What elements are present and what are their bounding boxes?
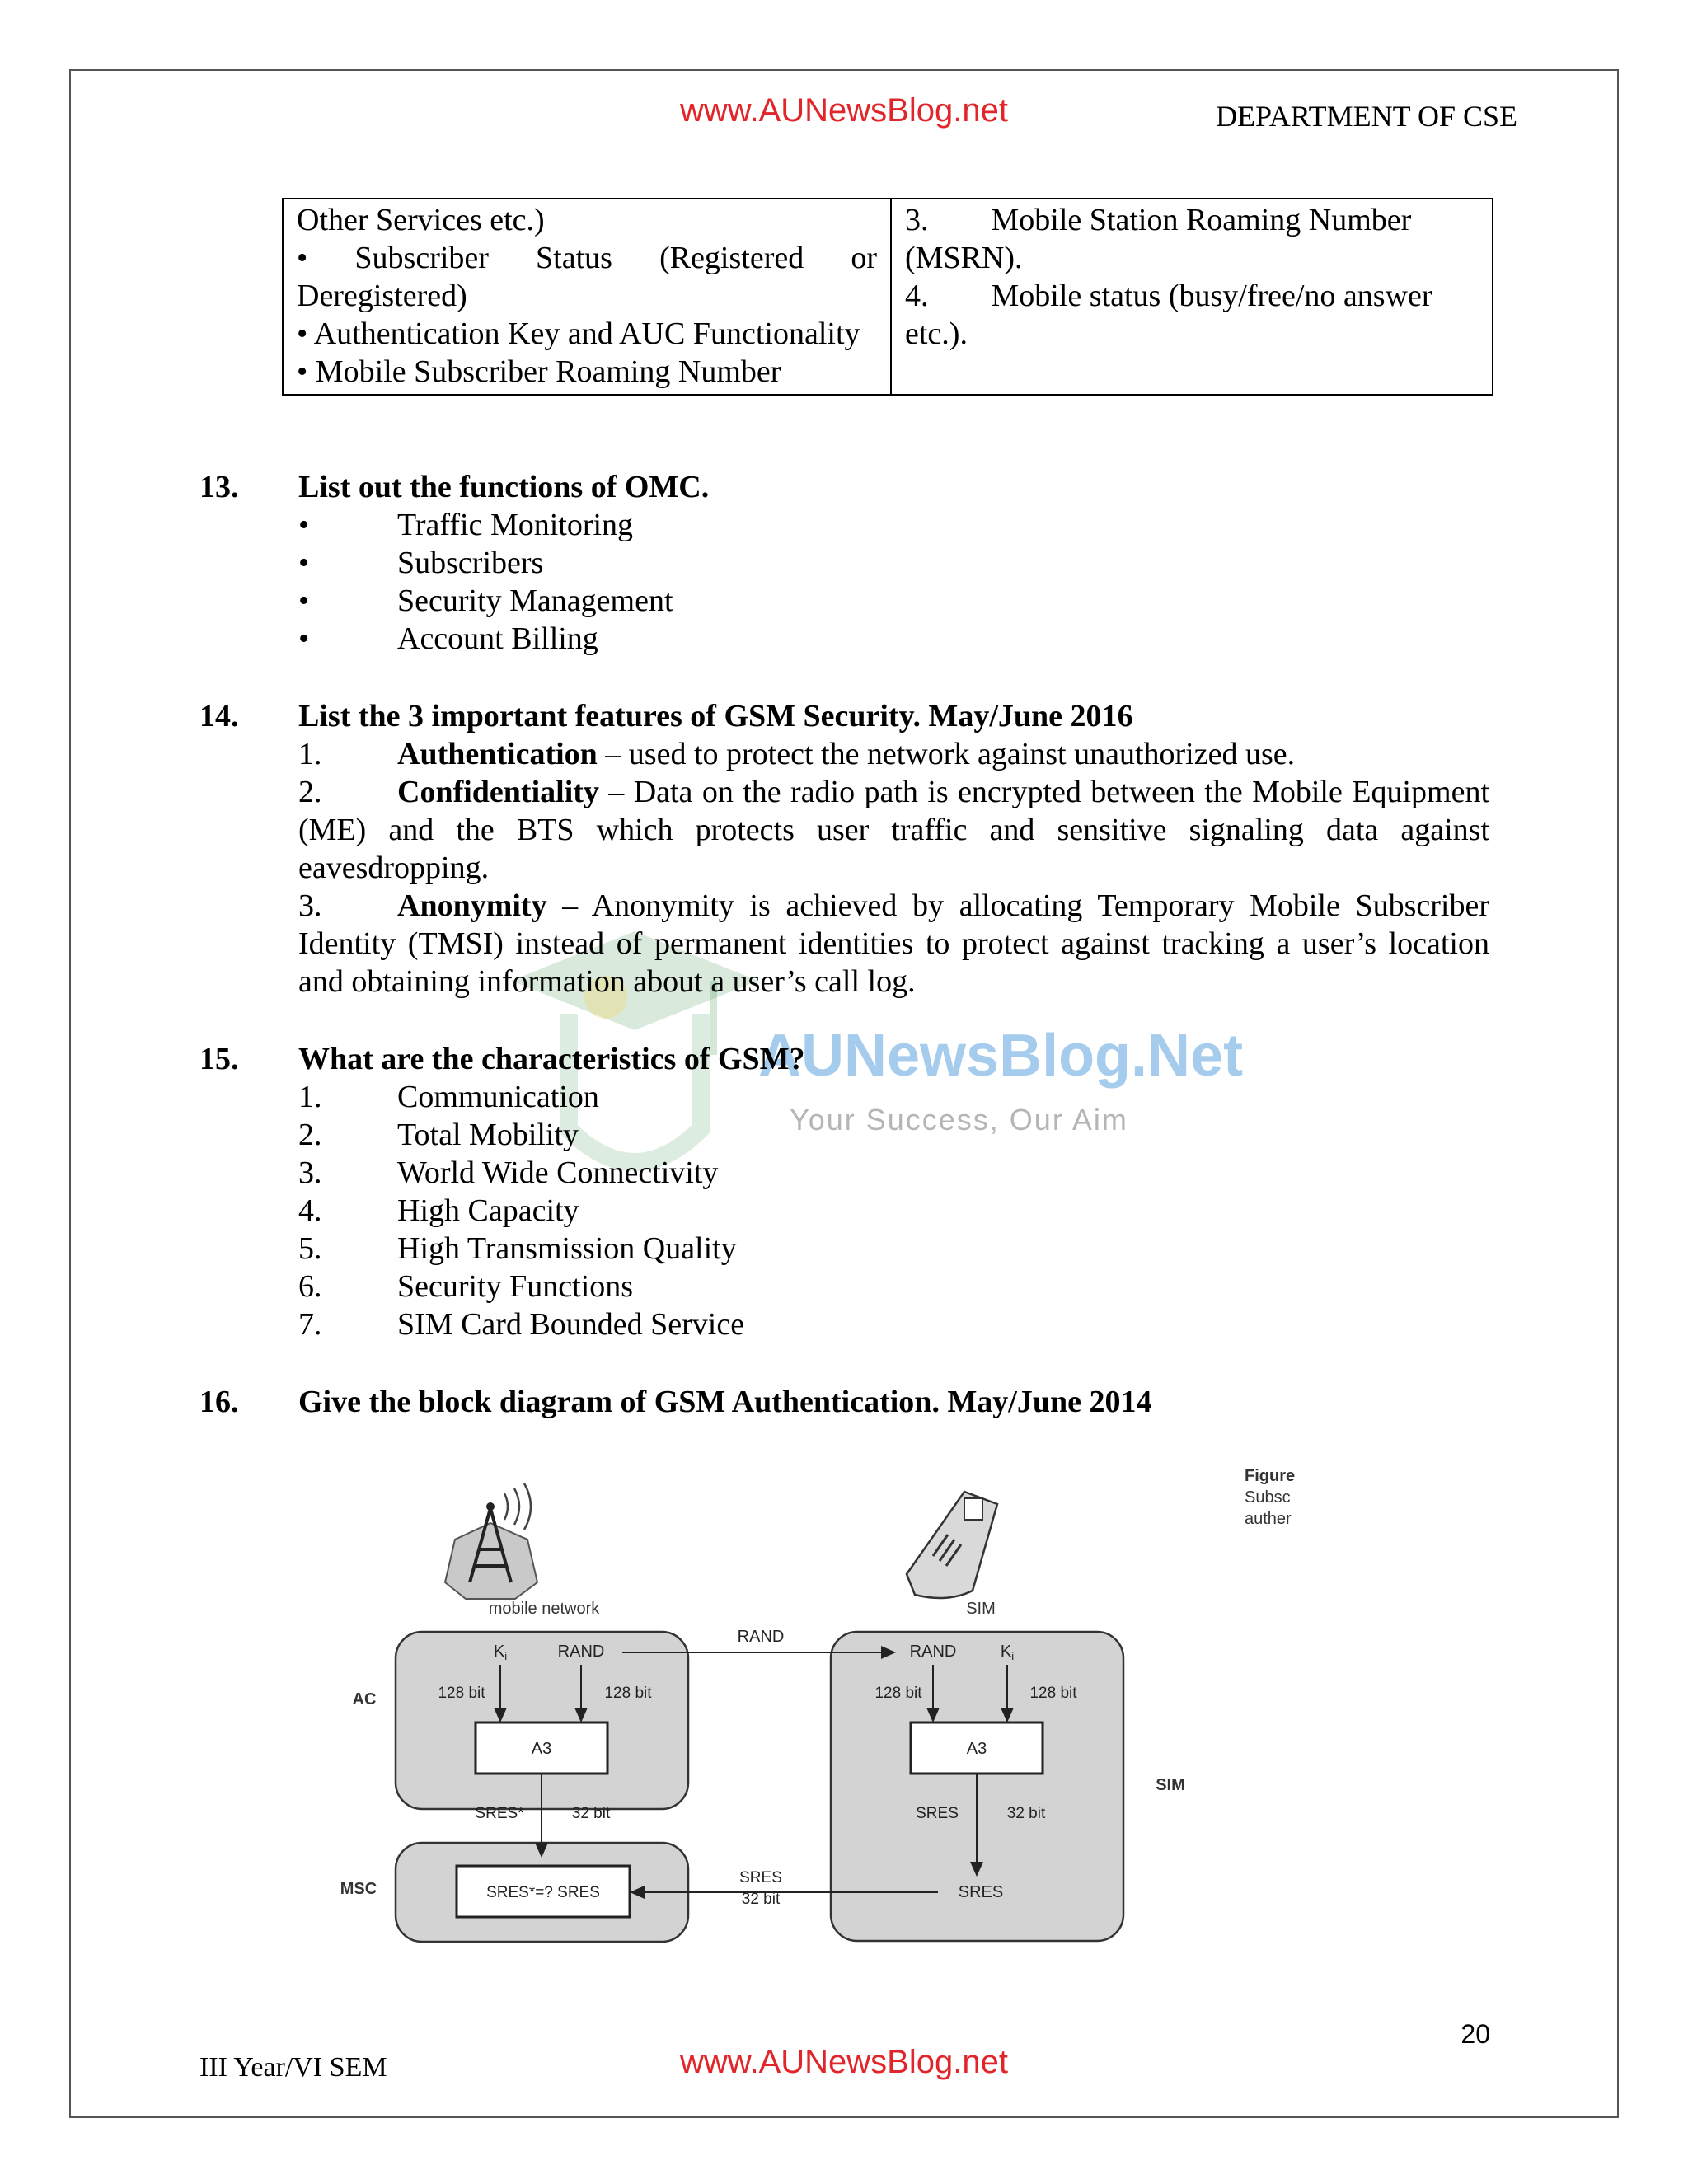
svg-text:A3: A3 [531, 1740, 552, 1758]
list-item: 4. High Capacity [298, 1193, 579, 1228]
svg-text:SRES: SRES [739, 1869, 782, 1886]
svg-text:SRES*: SRES* [475, 1805, 524, 1822]
list-item: • Account Billing [298, 621, 598, 656]
svg-text:Ki: $K_i$ [1000, 1643, 1015, 1662]
phone-icon [907, 1492, 997, 1598]
list-item: 6. Security Functions [298, 1269, 634, 1304]
watermark-tagline: Your Success, Our Aim [790, 1103, 1128, 1137]
table-right-item: 3. Mobile Station Roaming Number (MSRN). [905, 203, 1412, 275]
list-item: • Traffic Monitoring [298, 508, 634, 542]
svg-text:128 bit: 128 bit [874, 1685, 922, 1702]
gsm-authentication-diagram [313, 1459, 1236, 1953]
watermark-brand: AUNewsBlog.Net [758, 1023, 1244, 1089]
security-point-3: 3. Anonymity – Anonymity is achieved by allocating Temporary Mobile Subscriber Identity (TMSI) instead of permanent identities to protect against tracking a user’s location and obtaining information about a user’s call log. [298, 888, 1489, 999]
question-title: What are the characteristics of GSM? [298, 1042, 805, 1076]
svg-text:32 bit: 32 bit [571, 1805, 611, 1822]
network-label: mobile network [488, 1600, 600, 1618]
list-item: • Subscribers [298, 546, 544, 580]
question-title: List out the functions of OMC. [298, 470, 710, 504]
table-left-first: Other Services etc.) [297, 203, 545, 237]
svg-text:SRES*=? SRES: SRES*=? SRES [486, 1884, 600, 1901]
svg-text:RAND: RAND [737, 1628, 785, 1646]
security-point-2: 2. Confidentiality – Data on the radio path is encrypted between the Mobile Equipment (ME) and the BTS which protects user traffic and sensitive signaling data against eavesdropping. [298, 775, 1489, 885]
list-item: 3. World Wide Connectivity [298, 1155, 719, 1190]
list-item: 2. Total Mobility [298, 1118, 579, 1152]
department-label: DEPARTMENT OF CSE [1216, 100, 1517, 133]
svg-text:SRES: SRES [958, 1883, 1004, 1901]
svg-text:128 bit: 128 bit [1029, 1685, 1077, 1702]
tower-icon [445, 1483, 537, 1599]
services-table [282, 198, 1493, 396]
svg-text:128 bit: 128 bit [438, 1685, 485, 1702]
question-title: List the 3 important features of GSM Security. May/June 2016 [298, 699, 1133, 733]
table-left-cell [283, 199, 891, 395]
svg-text:32 bit: 32 bit [741, 1891, 781, 1908]
question-number: 15. [199, 1042, 239, 1076]
svg-text:RAND: RAND [909, 1643, 957, 1661]
table-right-cell [891, 199, 1493, 395]
sim-top-label: SIM [966, 1600, 996, 1618]
svg-text:Ki: $K_i$ [493, 1643, 508, 1662]
table-left-bullet: • Mobile Subscriber Roaming Number [297, 354, 781, 389]
ac-label: AC [352, 1690, 377, 1708]
footer-url[interactable]: www.AUNewsBlog.net [680, 2044, 1008, 2080]
question-number: 16. [199, 1385, 239, 1419]
question-number: 13. [199, 470, 239, 504]
list-item: • Security Management [298, 583, 673, 618]
sim-side-label: SIM [1156, 1776, 1185, 1794]
list-item: 1. Communication [298, 1080, 599, 1114]
table-left-bullet: • Subscriber Status (Registered or Deregistered) [297, 241, 877, 313]
table-right-item: 4. Mobile status (busy/free/no answer etc.). [905, 279, 1432, 351]
figure-caption: Figure Subsc auther [1245, 1467, 1296, 1528]
svg-text:A3: A3 [966, 1740, 987, 1758]
header-url[interactable]: www.AUNewsBlog.net [680, 92, 1008, 129]
list-item: 5. High Transmission Quality [298, 1231, 737, 1266]
svg-text:32 bit: 32 bit [1006, 1805, 1046, 1822]
footer-semester: III Year/VI SEM [199, 2052, 387, 2083]
rand-label: RAND [557, 1643, 605, 1661]
gsm-characteristics-list [298, 1078, 1489, 1343]
svg-text:128 bit: 128 bit [604, 1685, 652, 1702]
table-left-bullet: • Authentication Key and AUC Functionality [297, 316, 860, 351]
msc-label: MSC [340, 1880, 377, 1898]
security-point-1: 1. Authentication – used to protect the network against unauthorized use. [298, 737, 1296, 771]
question-number: 14. [199, 699, 239, 733]
list-item: 7. SIM Card Bounded Service [298, 1307, 745, 1342]
svg-text:SRES: SRES [916, 1805, 959, 1822]
omc-functions-list [298, 506, 1489, 658]
page-number: 20 [1461, 2019, 1490, 2049]
question-title: Give the block diagram of GSM Authentication. May/June 2014 [298, 1385, 1152, 1419]
